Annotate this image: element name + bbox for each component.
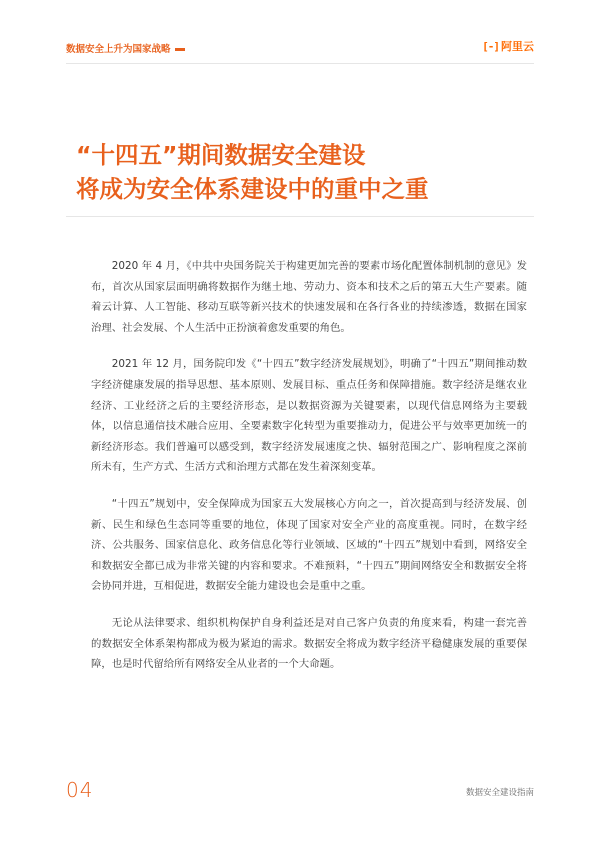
page-title <box>76 138 429 206</box>
aliyun-logo <box>482 38 534 54</box>
paragraph-3: “十四五”规划中，安全保障成为国家五大发展核心方向之一，首次提高到与经济发展、创新、民生和绿色生态同等重要的地位，体现了国家对安全产业的高度重视。同时，在数字经济、公共服务、国家信息化、政务信息化等行业领域、区域的“十四五”规划中看到，网络安全和数据安全都已成为非常关键的内容和要求。不难预料，“十四五”期间网络安全和数据安全将会协同并进，互相促进，数据安全能力建设也会是重中之重。 <box>91 497 527 593</box>
body-text <box>91 256 527 691</box>
title-line-1: “十四五”期间数据安全建设 <box>76 141 366 169</box>
page-number: 04 <box>66 778 94 802</box>
title-divider <box>66 216 534 217</box>
paragraph-4: 无论从法律要求、组织机构保护自身利益还是对自己客户负责的角度来看，构建一套完善的数据安全体系架构都成为极为紧迫的需求。数据安全将成为数字经济平稳健康发展的重要保障，也是时代留给所有网络安全从业者的一个大命题。 <box>91 616 527 671</box>
running-header <box>66 41 185 55</box>
header-dash-mark <box>175 48 185 51</box>
aliyun-logo-icon: [-] <box>482 39 499 53</box>
paragraph-2: 2021 年 12 月，国务院印发《“十四五”数字经济发展规划》，明确了“十四五”期间推动数字经济健康发展的指导思想、基本原则、发展目标、重点任务和保障措施。数字经济是继农业经济、工业经济之后的主要经济形态，是以数据资源为关键要素，以现代信息网络为主要载体，以信息通信技术融合应用、全要素数字化转型为重要推动力，促进公平与效率更加统一的新经济形态。我们普遍可以感受到，数字经济发展速度之快、辐射范围之广、影响程度之深前所未有，生产方式、生活方式和治理方式都在发生着深刻变革。 <box>91 358 527 474</box>
running-header-text: 数据安全上升为国家战略 <box>66 44 171 55</box>
title-line-2: 将成为安全体系建设中的重中之重 <box>76 175 429 203</box>
paragraph-1: 2020 年 4 月，《中共中央国务院关于构建更加完善的要素市场化配置体制机制的意见》发布，首次从国家层面明确将数据作为继土地、劳动力、资本和技术之后的第五大生产要素。随着云计算、人工智能、移动互联等新兴技术的快速发展和在各行各业的持续渗透，数据在国家治理、社会发展、个人生活中正扮演着愈发重要的角色。 <box>91 260 527 334</box>
header-divider <box>66 63 534 64</box>
footer-guide-title: 数据安全建设指南 <box>465 788 534 798</box>
logo-text: 阿里云 <box>501 40 534 53</box>
